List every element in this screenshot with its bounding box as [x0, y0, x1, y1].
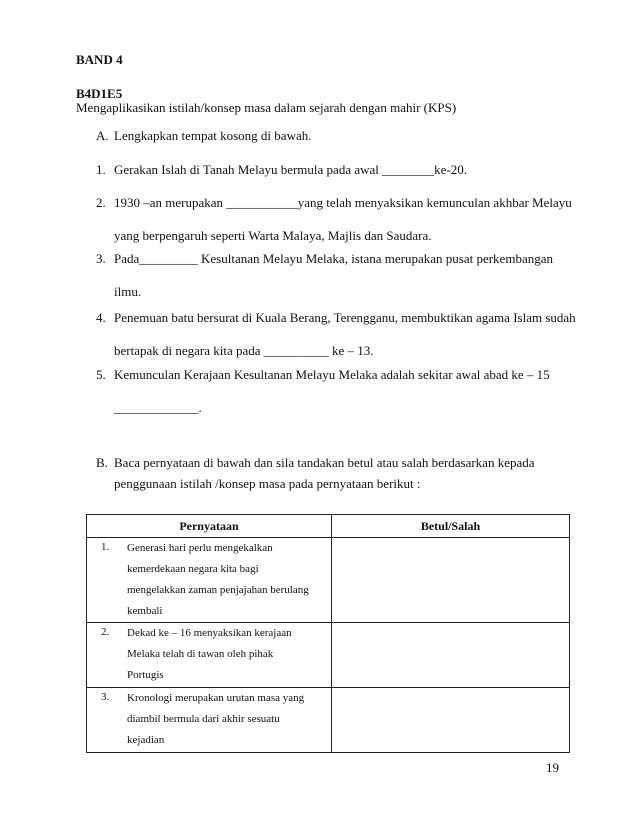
section-b-instruction: Baca pernyataan di bawah dan sila tandakan betul atau salah berdasarkan kepada: [114, 455, 535, 470]
statement-line: kembali: [127, 605, 163, 617]
skill-code: B4D1E5: [76, 86, 123, 101]
question-number: 3.: [96, 251, 106, 266]
row-number: 3.: [101, 691, 110, 703]
answer-cell[interactable]: [332, 623, 570, 688]
statement-text: [127, 538, 327, 622]
statement-cell: [87, 623, 332, 688]
statement-table: [86, 514, 570, 753]
question-number: 2.: [96, 195, 106, 210]
question-text: 1930 –an merupakan ___________yang telah menyaksikan kemunculan akhbar Melayu: [114, 195, 572, 210]
header-true-false: Betul/Salah: [332, 515, 570, 538]
band-title: BAND 4: [76, 52, 123, 67]
statement-line: kejadian: [127, 734, 165, 746]
statement-line: Kronologi merupakan urutan masa yang: [127, 692, 305, 704]
table-row: [87, 688, 570, 753]
question-text: ilmu.: [114, 284, 142, 299]
section-b-instruction: penggunaan istilah /konsep masa pada pernyataan berikut :: [114, 476, 421, 491]
page-number: 19: [546, 760, 559, 775]
statement-cell: [87, 538, 332, 623]
statement-text: [127, 688, 327, 751]
question-number: 4.: [96, 310, 106, 325]
statement-text: [127, 623, 327, 686]
statement-line: Melaka telah di tawan oleh pihak: [127, 648, 274, 660]
statement-line: kemerdekaan negara kita bagi: [127, 563, 259, 575]
skill-description: Mengaplikasikan istilah/konsep masa dalam sejarah dengan mahir (KPS): [76, 100, 457, 115]
table-header-row: [87, 515, 570, 538]
question-text: _____________.: [114, 400, 202, 415]
question-text: yang berpengaruh seperti Warta Malaya, Majlis dan Saudara.: [114, 228, 432, 243]
question-text: Gerakan Islah di Tanah Melayu bermula pada awal ________ke-20.: [114, 162, 467, 177]
row-number: 1.: [101, 541, 110, 553]
statement-line: Dekad ke – 16 menyaksikan kerajaan: [127, 627, 292, 639]
row-number: 2.: [101, 626, 110, 638]
statement-line: Portugis: [127, 669, 164, 681]
statement-cell: [87, 688, 332, 753]
question-text: Kemunculan Kerajaan Kesultanan Melayu Melaka adalah sekitar awal abad ke – 15: [114, 367, 550, 382]
statement-line: mengelakkan zaman penjajahan berulang: [127, 584, 309, 596]
question-number: 1.: [96, 162, 106, 177]
question-text: Pada_________ Kesultanan Melayu Melaka, istana merupakan pusat perkembangan: [114, 251, 553, 266]
section-a-heading: [96, 128, 312, 144]
statement-line: diambil bermula dari akhir sesuatu: [127, 713, 280, 725]
statement-line: Generasi hari perlu mengekalkan: [127, 542, 273, 554]
table-row: [87, 538, 570, 623]
header-statement: Pernyataan: [87, 515, 332, 538]
answer-cell[interactable]: [332, 538, 570, 623]
section-a-instruction: Lengkapkan tempat kosong di bawah.: [114, 128, 312, 143]
question-text: Penemuan batu bersurat di Kuala Berang, Terengganu, membuktikan agama Islam sudah: [114, 310, 576, 325]
table-row: [87, 623, 570, 688]
question-text: bertapak di negara kita pada __________ ke – 13.: [114, 343, 374, 358]
question-number: 5.: [96, 367, 106, 382]
section-b-heading: [96, 455, 535, 491]
section-a-letter: A.: [96, 128, 109, 143]
section-b-letter: B.: [96, 455, 108, 470]
answer-cell[interactable]: [332, 688, 570, 753]
